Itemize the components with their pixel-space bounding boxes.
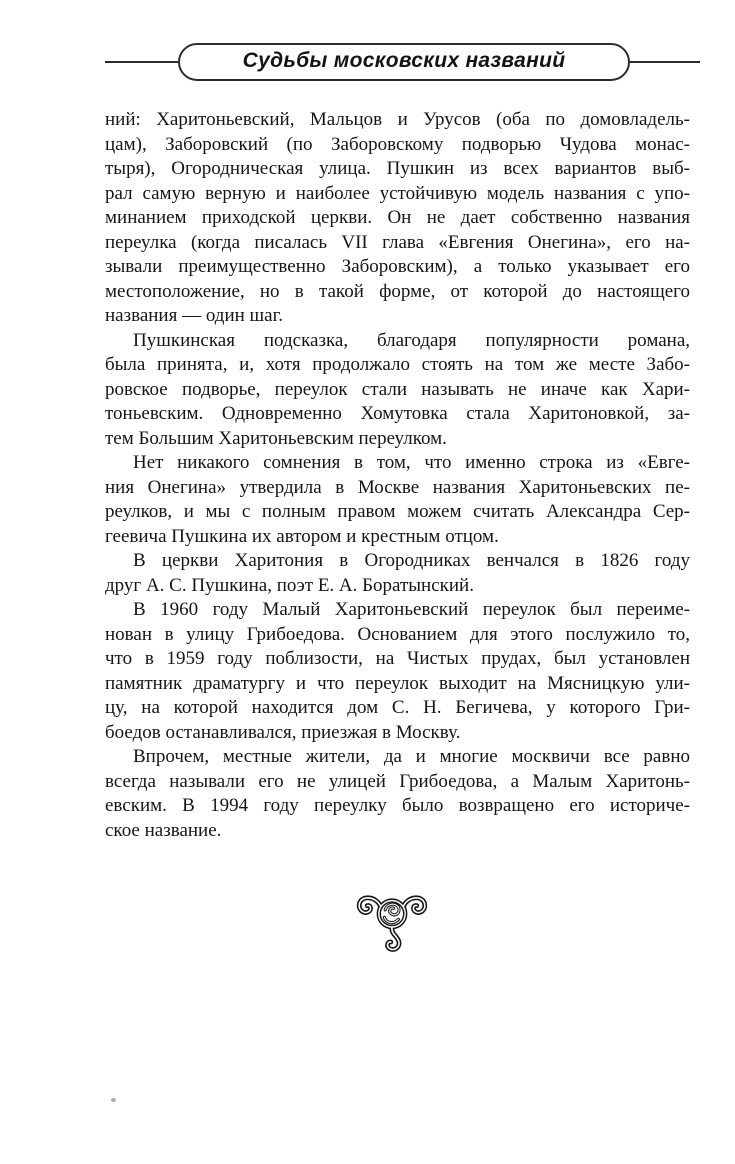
text-line: нован в улицу Грибоедова. Основанием для этого послужило то, <box>105 623 690 645</box>
text-line: боедов останавливался, приезжая в Москву. <box>105 721 461 743</box>
text-line: Нет никакого сомнения в том, что именно строка из «Евге- <box>133 452 690 473</box>
text-line: тоньевским. Одновременно Хомутовка стала Харитоновкой, за- <box>105 403 690 424</box>
text-line: рал самую верную и наиболее устойчивую модель названия с упо- <box>105 182 690 204</box>
text-line: была принята, и, хотя продолжало стоять на том же месте Забо- <box>105 354 690 375</box>
text-line: реулков, и мы с полным правом можем считать Александра Сер- <box>105 501 690 522</box>
text-line: цу, на которой находится дом С. Н. Бегичева, у которого Гри- <box>105 697 690 718</box>
text-line: геевича Пушкина их автором и крестным отцом. <box>105 525 499 547</box>
text-line: минанием приходской церкви. Он не дает собственно названия <box>105 207 690 228</box>
paragraph <box>105 598 690 745</box>
text-line: евским. В 1994 году переулку было возвращено его историче- <box>105 795 690 816</box>
text-line: ний: Харитоньевский, Мальцов и Урусов (оба по домовладель- <box>105 109 690 130</box>
text-line: ское название. <box>105 819 222 841</box>
text-line: тыря), Огородническая улица. Пушкин из всех вариантов выб- <box>105 158 690 179</box>
text-line: Впрочем, местные жители, да и многие москвичи все равно <box>133 746 690 767</box>
text-line: В 1960 году Малый Харитоньевский переулок был переиме- <box>133 599 690 620</box>
text-line: переулка (когда писалась VII глава «Евгения Онегина», его на- <box>105 231 690 253</box>
text-line: В церкви Харитония в Огородниках венчался в 1826 году <box>133 550 690 571</box>
text-line: Пушкинская подсказка, благодаря популярности романа, <box>133 329 690 351</box>
page-title: Судьбы московских названий <box>242 49 566 72</box>
paragraph <box>105 745 690 843</box>
ornament-flourish-icon <box>352 889 432 961</box>
text-line: памятник драматургу и что переулок выходит на Мясницкую ули- <box>105 672 690 694</box>
paragraph <box>105 451 690 549</box>
text-line: местоположение, но в такой форме, от которой до настоящего <box>105 280 690 302</box>
paragraph <box>105 329 690 452</box>
text-line: всегда называли его не улицей Грибоедова, а Малым Харитонь- <box>105 770 690 792</box>
text-line: цам), Заборовский (по Заборовскому подворью Чудова монас- <box>105 133 690 155</box>
header-rule-right <box>630 61 700 63</box>
text-line: названия — один шаг. <box>105 305 284 326</box>
running-head <box>105 43 700 81</box>
header-capsule <box>178 43 630 81</box>
header-rule-left <box>105 61 178 63</box>
text-line: тем Большим Харитоньевским переулком. <box>105 427 447 449</box>
paragraph <box>105 549 690 598</box>
scan-speck <box>111 1098 116 1102</box>
text-line: друг А. С. Пушкина, поэт Е. А. Боратынский. <box>105 574 474 596</box>
text-line: зывали преимущественно Заборовским), а только указывает его <box>105 256 690 277</box>
body-text <box>105 108 690 843</box>
paragraph <box>105 108 690 329</box>
text-line: ния Онегина» утвердила в Москве названия Харитоньевских пе- <box>105 476 690 498</box>
text-line: что в 1959 году поблизости, на Чистых прудах, был установлен <box>105 648 690 669</box>
text-line: ровское подворье, переулок стали называть не иначе как Хари- <box>105 378 690 400</box>
